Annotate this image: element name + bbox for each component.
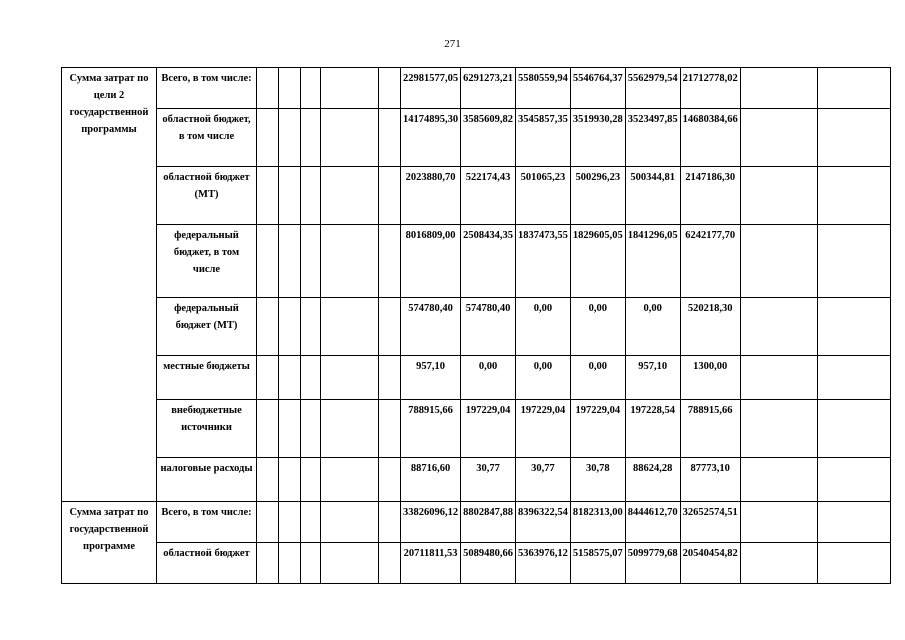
value-cell: 500344,81 [625, 167, 680, 225]
value-cell: 3585609,82 [461, 109, 516, 167]
value-cell: 197229,04 [461, 400, 516, 458]
empty-cell [301, 109, 321, 167]
value-cell: 5580559,94 [516, 68, 571, 109]
empty-cell [301, 502, 321, 543]
value-cell: 5363976,12 [516, 543, 571, 584]
value-cell: 574780,40 [401, 298, 461, 356]
value-cell: 8182313,00 [570, 502, 625, 543]
value-cell: 5099779,68 [625, 543, 680, 584]
empty-cell [257, 167, 279, 225]
value-cell: 0,00 [570, 298, 625, 356]
value-cell: 2508434,35 [461, 225, 516, 298]
empty-cell [321, 458, 379, 502]
empty-cell [279, 68, 301, 109]
row-label: областной бюджет, в том числе [157, 109, 257, 167]
table-row [62, 225, 891, 298]
value-cell: 501065,23 [516, 167, 571, 225]
empty-cell [279, 543, 301, 584]
empty-cell [279, 502, 301, 543]
row-label: областной бюджет [157, 543, 257, 584]
value-cell: 30,77 [461, 458, 516, 502]
empty-cell [740, 167, 817, 225]
value-cell: 5158575,07 [570, 543, 625, 584]
empty-cell [740, 225, 817, 298]
empty-cell [379, 543, 401, 584]
empty-cell [321, 298, 379, 356]
value-cell: 2023880,70 [401, 167, 461, 225]
table-row [62, 400, 891, 458]
row-label: внебюджетные источники [157, 400, 257, 458]
empty-cell [817, 543, 890, 584]
value-cell: 0,00 [625, 298, 680, 356]
value-cell: 522174,43 [461, 167, 516, 225]
value-cell: 5562979,54 [625, 68, 680, 109]
empty-cell [257, 543, 279, 584]
row-label: Всего, в том числе: [157, 502, 257, 543]
empty-cell [279, 109, 301, 167]
empty-cell [379, 225, 401, 298]
value-cell: 8396322,54 [516, 502, 571, 543]
value-cell: 788915,66 [401, 400, 461, 458]
value-cell: 87773,10 [680, 458, 740, 502]
empty-cell [740, 356, 817, 400]
value-cell: 3519930,28 [570, 109, 625, 167]
table-row [62, 543, 891, 584]
value-cell: 8802847,88 [461, 502, 516, 543]
empty-cell [740, 502, 817, 543]
value-cell: 0,00 [516, 298, 571, 356]
row-label: местные бюджеты [157, 356, 257, 400]
value-cell: 197228,54 [625, 400, 680, 458]
page-number: 271 [444, 38, 461, 50]
value-cell: 5089480,66 [461, 543, 516, 584]
table-row [62, 356, 891, 400]
value-cell: 1300,00 [680, 356, 740, 400]
empty-cell [279, 458, 301, 502]
empty-cell [321, 400, 379, 458]
value-cell: 520218,30 [680, 298, 740, 356]
empty-cell [740, 458, 817, 502]
table-row [62, 109, 891, 167]
empty-cell [279, 225, 301, 298]
value-cell: 30,77 [516, 458, 571, 502]
empty-cell [817, 400, 890, 458]
value-cell: 88716,60 [401, 458, 461, 502]
value-cell: 500296,23 [570, 167, 625, 225]
value-cell: 957,10 [625, 356, 680, 400]
row-label: Всего, в том числе: [157, 68, 257, 109]
table-row [62, 68, 891, 109]
table-row [62, 502, 891, 543]
empty-cell [321, 543, 379, 584]
empty-cell [321, 356, 379, 400]
value-cell: 0,00 [570, 356, 625, 400]
value-cell: 1829605,05 [570, 225, 625, 298]
value-cell: 20711811,53 [401, 543, 461, 584]
value-cell: 20540454,82 [680, 543, 740, 584]
empty-cell [379, 356, 401, 400]
empty-cell [379, 68, 401, 109]
empty-cell [379, 109, 401, 167]
value-cell: 8444612,70 [625, 502, 680, 543]
empty-cell [301, 167, 321, 225]
empty-cell [321, 68, 379, 109]
empty-cell [279, 400, 301, 458]
empty-cell [301, 356, 321, 400]
value-cell: 1837473,55 [516, 225, 571, 298]
empty-cell [379, 167, 401, 225]
value-cell: 33826096,12 [401, 502, 461, 543]
empty-cell [740, 298, 817, 356]
empty-cell [817, 356, 890, 400]
value-cell: 32652574,51 [680, 502, 740, 543]
empty-cell [817, 502, 890, 543]
empty-cell [817, 298, 890, 356]
row-label: федеральный бюджет, в том числе [157, 225, 257, 298]
empty-cell [379, 400, 401, 458]
value-cell: 88624,28 [625, 458, 680, 502]
value-cell: 6291273,21 [461, 68, 516, 109]
value-cell: 14174895,30 [401, 109, 461, 167]
section-title: Сумма затрат по цели 2 государственной программы [62, 68, 157, 502]
empty-cell [379, 502, 401, 543]
empty-cell [279, 298, 301, 356]
empty-cell [257, 502, 279, 543]
empty-cell [279, 356, 301, 400]
row-label: областной бюджет (МТ) [157, 167, 257, 225]
value-cell: 5546764,37 [570, 68, 625, 109]
table-row [62, 458, 891, 502]
empty-cell [817, 109, 890, 167]
row-label: федеральный бюджет (МТ) [157, 298, 257, 356]
value-cell: 1841296,05 [625, 225, 680, 298]
empty-cell [740, 68, 817, 109]
empty-cell [740, 109, 817, 167]
section-title: Сумма затрат по государственной программе [62, 502, 157, 584]
empty-cell [379, 458, 401, 502]
value-cell: 8016809,00 [401, 225, 461, 298]
empty-cell [301, 458, 321, 502]
empty-cell [257, 298, 279, 356]
empty-cell [301, 400, 321, 458]
budget-table [61, 67, 891, 584]
empty-cell [301, 298, 321, 356]
empty-cell [257, 68, 279, 109]
empty-cell [740, 400, 817, 458]
value-cell: 22981577,05 [401, 68, 461, 109]
empty-cell [817, 458, 890, 502]
empty-cell [321, 167, 379, 225]
table-row [62, 298, 891, 356]
row-label: налоговые расходы [157, 458, 257, 502]
empty-cell [257, 400, 279, 458]
value-cell: 14680384,66 [680, 109, 740, 167]
empty-cell [301, 225, 321, 298]
value-cell: 3523497,85 [625, 109, 680, 167]
empty-cell [817, 225, 890, 298]
value-cell: 30,78 [570, 458, 625, 502]
value-cell: 6242177,70 [680, 225, 740, 298]
empty-cell [321, 109, 379, 167]
empty-cell [740, 543, 817, 584]
value-cell: 197229,04 [570, 400, 625, 458]
empty-cell [301, 68, 321, 109]
empty-cell [279, 167, 301, 225]
value-cell: 788915,66 [680, 400, 740, 458]
empty-cell [257, 225, 279, 298]
empty-cell [817, 167, 890, 225]
empty-cell [257, 356, 279, 400]
empty-cell [817, 68, 890, 109]
value-cell: 2147186,30 [680, 167, 740, 225]
empty-cell [257, 458, 279, 502]
empty-cell [379, 298, 401, 356]
value-cell: 0,00 [461, 356, 516, 400]
value-cell: 0,00 [516, 356, 571, 400]
empty-cell [321, 502, 379, 543]
empty-cell [321, 225, 379, 298]
value-cell: 957,10 [401, 356, 461, 400]
table-row [62, 167, 891, 225]
value-cell: 574780,40 [461, 298, 516, 356]
empty-cell [257, 109, 279, 167]
value-cell: 3545857,35 [516, 109, 571, 167]
empty-cell [301, 543, 321, 584]
value-cell: 197229,04 [516, 400, 571, 458]
value-cell: 21712778,02 [680, 68, 740, 109]
